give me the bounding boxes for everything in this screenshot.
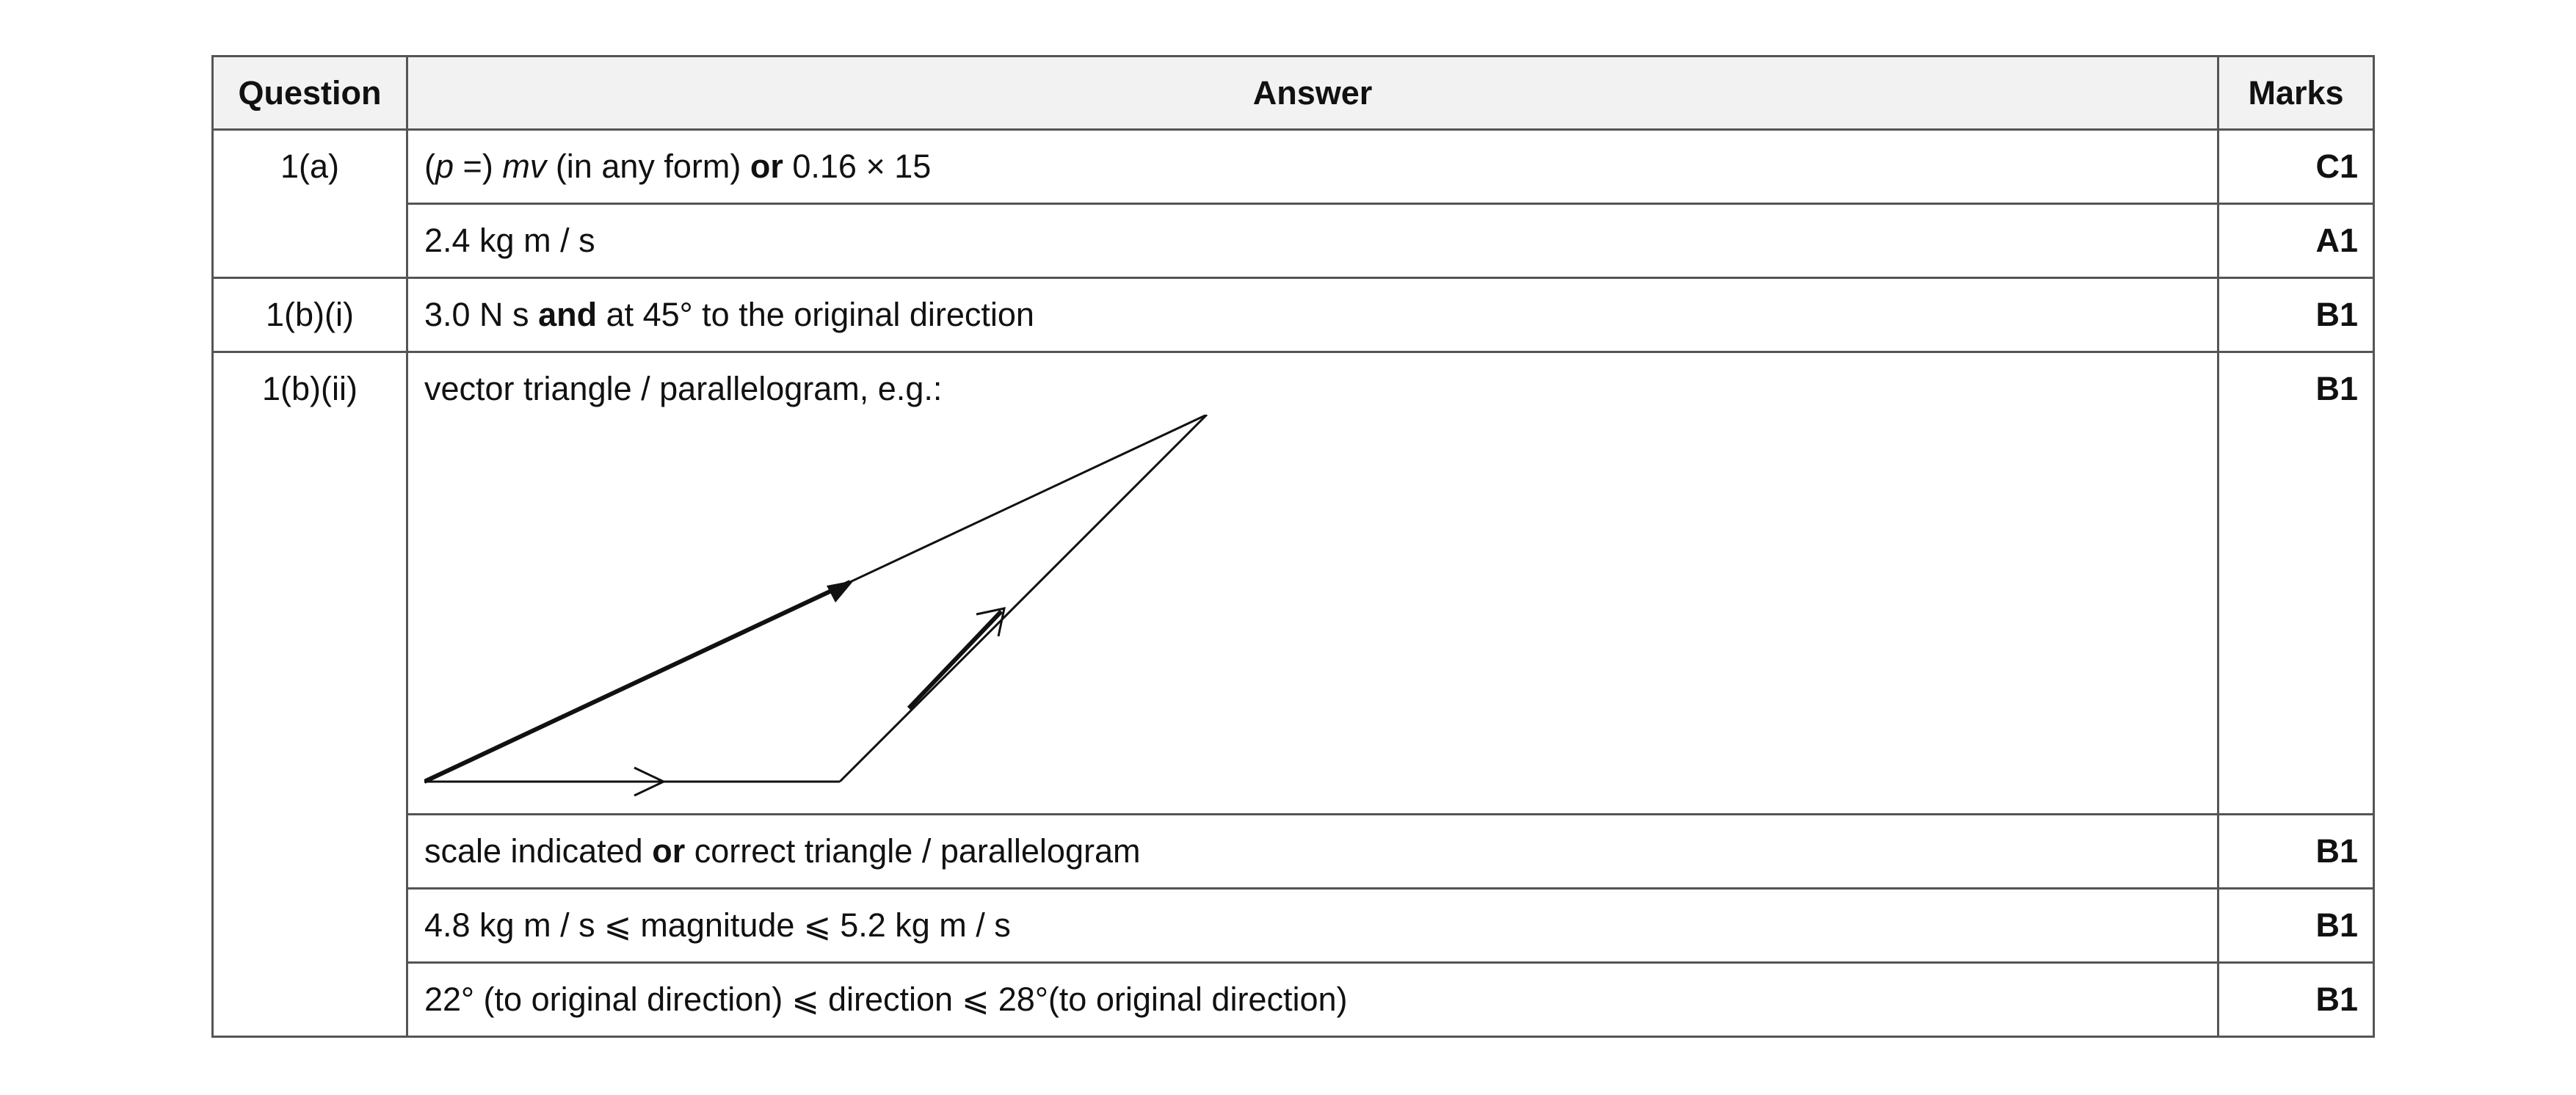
table-row — [213, 278, 2374, 352]
diagram-caption: vector triangle / parallelogram, e.g.: — [424, 370, 943, 407]
table-row — [213, 963, 2374, 1037]
vector-triangle-diagram — [424, 415, 1276, 796]
leq-symbol: ⩽ — [603, 906, 632, 944]
question-number: 1(a) — [213, 130, 407, 278]
question-header: Question — [213, 57, 407, 130]
marks-cell: B1 — [2218, 815, 2374, 889]
question-number: 1(b)(ii) — [213, 352, 407, 1037]
table-row — [213, 204, 2374, 278]
marks-cell: B1 — [2218, 963, 2374, 1037]
table-row — [213, 130, 2374, 204]
answer-header: Answer — [407, 57, 2218, 130]
marks-cell: B1 — [2218, 278, 2374, 352]
table-row — [213, 815, 2374, 889]
leq-symbol: ⩽ — [791, 981, 819, 1018]
resultant-bold-segment — [424, 582, 850, 782]
answer-cell: scale indicated or correct triangle / parallelogram — [407, 815, 2218, 889]
mv-formula: mv — [502, 148, 547, 185]
mark-scheme-table — [211, 55, 2375, 1038]
marks-cell: C1 — [2218, 130, 2374, 204]
leq-symbol: ⩽ — [803, 906, 832, 944]
momentum-symbol: p — [435, 148, 454, 185]
calculation: 0.16 × 15 — [783, 148, 932, 185]
marks-header: Marks — [2218, 57, 2374, 130]
answer-cell: 22° (to original direction) ⩽ direction ⩽ 28°(to original direction) — [407, 963, 2218, 1037]
or-keyword: or — [652, 832, 686, 870]
marks-cell: A1 — [2218, 204, 2374, 278]
leq-symbol: ⩽ — [962, 981, 990, 1018]
header-row — [213, 57, 2374, 130]
question-number: 1(b)(i) — [213, 278, 407, 352]
diagonal-vector-line — [840, 415, 1207, 782]
table-row — [213, 352, 2374, 815]
or-keyword: or — [750, 148, 783, 185]
marks-cell: B1 — [2218, 352, 2374, 815]
resultant-arrowhead — [827, 581, 854, 603]
answer-cell: 3.0 N s and at 45° to the original direction — [407, 278, 2218, 352]
answer-cell: (p =) mv (in any form) or 0.16 × 15 — [407, 130, 2218, 204]
and-keyword: and — [538, 296, 598, 333]
diagonal-bold-segment — [909, 611, 1001, 708]
answer-cell: 2.4 kg m / s — [407, 204, 2218, 278]
answer-cell — [407, 352, 2218, 815]
answer-cell: 4.8 kg m / s ⩽ magnitude ⩽ 5.2 kg m / s — [407, 889, 2218, 963]
table-row — [213, 889, 2374, 963]
marks-cell: B1 — [2218, 889, 2374, 963]
